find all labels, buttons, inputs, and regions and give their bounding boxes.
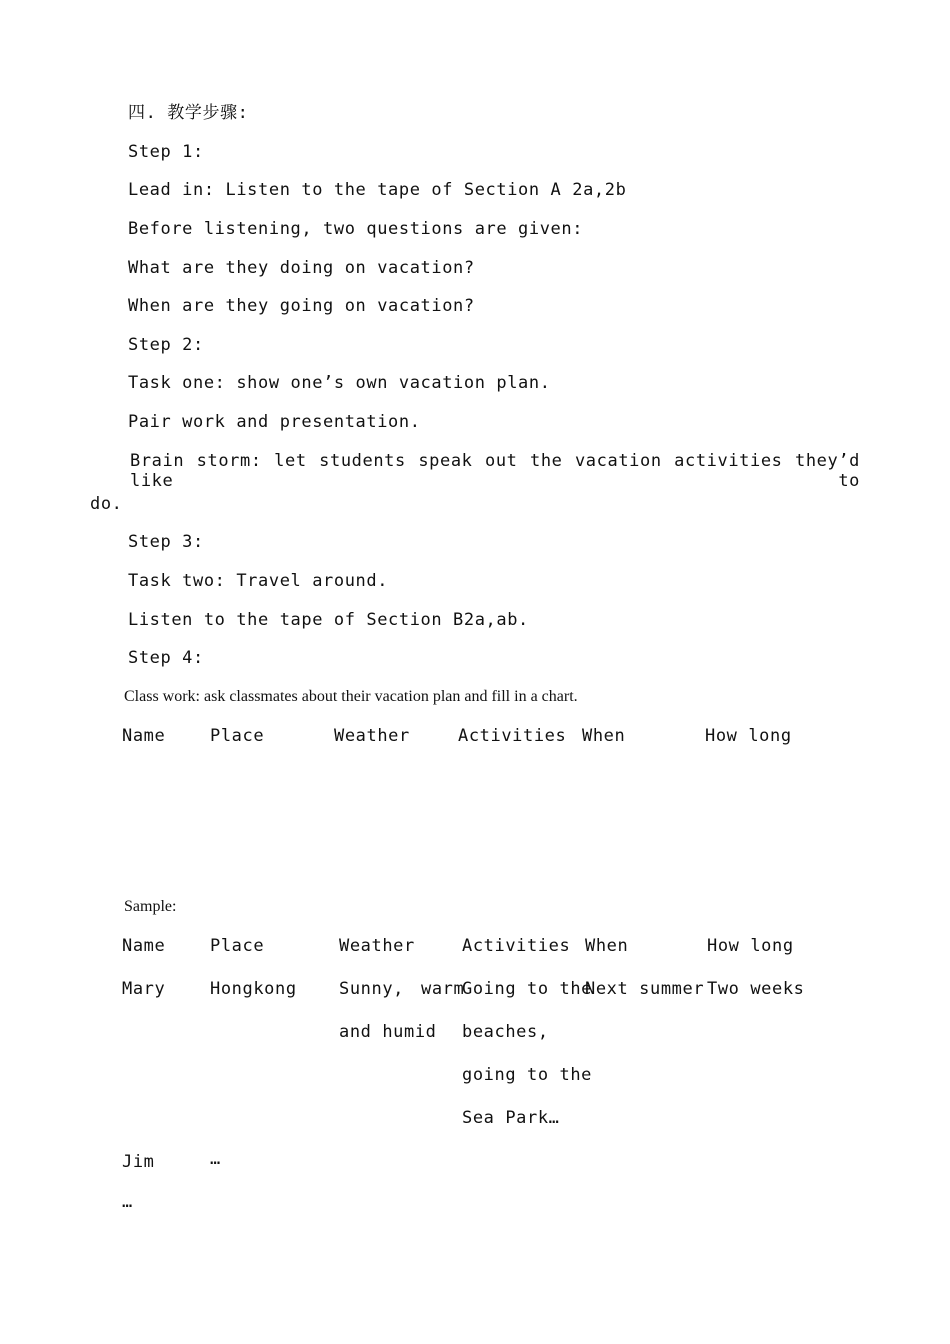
mary-when: Next summer xyxy=(585,979,705,999)
step-3-title: Step 3: xyxy=(128,532,204,552)
mary-place: Hongkong xyxy=(210,979,297,999)
sample-header-name: Name xyxy=(122,936,166,956)
sample-header-how-long: How long xyxy=(707,936,794,956)
task-one-text: Task one: show one’s own vacation plan. xyxy=(128,373,551,393)
question-1: What are they doing on vacation? xyxy=(128,258,475,278)
sample-label: Sample: xyxy=(124,898,177,915)
task-two-text: Task two: Travel around. xyxy=(128,571,389,591)
mary-weather-line-2: and humid xyxy=(339,1022,437,1042)
jim-name: Jim xyxy=(122,1152,155,1172)
sample-header-when: When xyxy=(585,936,629,956)
chart-header-activities: Activities xyxy=(458,726,567,746)
question-2: When are they going on vacation? xyxy=(128,296,475,316)
jim-place: … xyxy=(210,1149,221,1169)
sample-more-ellipsis: … xyxy=(122,1192,133,1212)
mary-activities-line-2: beaches, xyxy=(462,1022,549,1042)
chart-header-how-long: How long xyxy=(705,726,792,746)
listen-section-b-text: Listen to the tape of Section B2a,ab. xyxy=(128,610,529,630)
class-work-text: Class work: ask classmates about their vacation plan and fill in a chart. xyxy=(124,688,578,705)
sample-header-place: Place xyxy=(210,936,265,956)
lead-in-text: Lead in: Listen to the tape of Section A 2a,2b xyxy=(128,180,627,200)
sample-header-weather: Weather xyxy=(339,936,415,956)
chart-header-place: Place xyxy=(210,726,265,746)
step-1-title: Step 1: xyxy=(128,142,204,162)
section-heading: 四. 教学步骤: xyxy=(128,103,249,123)
step-2-title: Step 2: xyxy=(128,335,204,355)
brain-storm-text: Brain storm: let students speak out the vacation activities they’d like to xyxy=(130,451,860,491)
brain-storm-continuation: do. xyxy=(90,494,123,514)
mary-name: Mary xyxy=(122,979,166,999)
mary-activities-line-4: Sea Park… xyxy=(462,1108,560,1128)
mary-activities-line-1: Going to the xyxy=(462,979,593,999)
chart-header-name: Name xyxy=(122,726,166,746)
chart-header-weather: Weather xyxy=(334,726,410,746)
chart-header-when: When xyxy=(582,726,626,746)
step-4-title: Step 4: xyxy=(128,648,204,668)
before-listening-text: Before listening, two questions are given: xyxy=(128,219,584,239)
mary-weather-warm: warm xyxy=(421,979,465,999)
mary-weather-line-1: Sunny, xyxy=(339,979,405,999)
mary-how-long: Two weeks xyxy=(707,979,805,999)
mary-activities-line-3: going to the xyxy=(462,1065,593,1085)
sample-header-activities: Activities xyxy=(462,936,571,956)
pair-work-text: Pair work and presentation. xyxy=(128,412,421,432)
